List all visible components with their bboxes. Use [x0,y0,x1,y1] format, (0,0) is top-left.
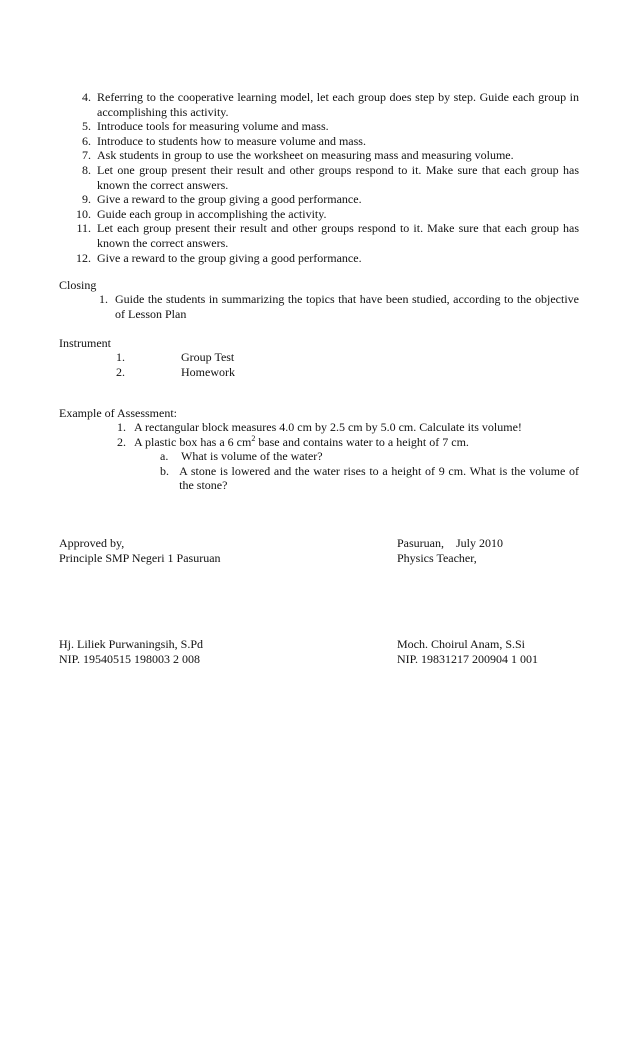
list-item [114,420,579,435]
list-item [74,163,579,192]
list-text: Homework [181,364,235,379]
list-number: 6. [82,133,91,148]
list-number: 7. [82,148,91,163]
signer-name: Hj. Liliek Purwaningsih, S.Pd [59,637,204,651]
list-text: Introduce tools for measuring volume and mass. [97,119,329,134]
closing-list [94,292,579,321]
list-text: Group Test [181,350,235,364]
list-text: Ask students in group to use the worksheet on measuring mass and measuring volume. [97,148,514,163]
list-text: Let each group present their result and other groups respond to it. Make sure that each group has known the correct answers. [97,221,579,250]
list-text: A stone is lowered and the water rises to a height of 9 cm. What is the volume of the stone? [179,463,579,493]
list-item [160,464,579,493]
list-letter: a. [160,449,169,463]
assessment-list [114,420,579,449]
steps-list [74,90,579,265]
signer-right [397,637,617,666]
list-number: 1. [116,350,125,364]
list-number: 1. [117,420,126,434]
list-number: 10. [76,206,91,221]
list-number: 4. [82,90,91,104]
list-item [74,251,579,266]
instrument-heading: Instrument [59,336,111,350]
list-number: 5. [82,119,91,134]
list-text: Referring to the cooperative learning model, let each group does step by step. Guide each group in accomplishing this activity. [97,90,579,119]
list-text [134,435,469,450]
superscript: 2 [251,433,256,443]
text-before: A plastic box has a 6 cm [134,434,252,449]
list-text: Introduce to students how to measure volume and mass. [97,133,366,148]
list-number: 2. [117,434,126,449]
list-item [160,449,579,464]
text-after: base and contains water to a height of 7 cm. [255,434,469,449]
assessment-sublist [160,449,579,493]
list-item [74,148,579,163]
list-item [74,119,579,134]
list-item [114,435,579,450]
list-item [74,192,579,207]
signature-right [397,536,617,565]
signer-title: Principle SMP Negeri 1 Pasuruan [59,550,221,565]
list-text: Give a reward to the group giving a good performance. [97,192,362,207]
signer-left [59,637,359,666]
list-item [116,350,416,365]
list-text: Guide the students in summarizing the topics that have been studied, according to the objective of Lesson Plan [115,292,579,321]
closing-heading: Closing [59,278,97,292]
list-item [74,134,579,149]
signer-name: Moch. Choirul Anam, S.Si [397,637,526,651]
list-text: Give a reward to the group giving a good performance. [97,250,362,265]
assessment-heading: Example of Assessment: [59,406,177,420]
list-number: 11. [76,221,91,236]
signer-nip: NIP. 19831217 200904 1 001 [397,651,539,666]
list-number: 1. [99,292,108,306]
list-text: A rectangular block measures 4.0 cm by 2.5 cm by 5.0 cm. Calculate its volume! [134,420,522,434]
list-number: 9. [82,192,91,207]
list-item [116,365,416,380]
list-text: What is volume of the water? [181,449,323,463]
list-item [94,292,579,321]
signer-nip: NIP. 19540515 198003 2 008 [59,651,201,666]
list-text: Guide each group in accomplishing the activity. [97,206,327,221]
list-item [74,221,579,250]
list-item [74,90,579,119]
place-date: Pasuruan, July 2010 [397,536,503,550]
list-text: Let one group present their result and other groups respond to it. Make sure that each group has known the correct answers. [97,162,579,192]
list-item [74,207,579,222]
list-number: 8. [82,162,91,177]
signature-left [59,536,359,565]
list-number: 12. [76,250,91,265]
list-letter: b. [160,463,169,478]
approved-by: Approved by, [59,536,125,550]
instrument-list [116,350,416,379]
list-number: 2. [116,364,125,379]
signer-title: Physics Teacher, [397,550,477,565]
